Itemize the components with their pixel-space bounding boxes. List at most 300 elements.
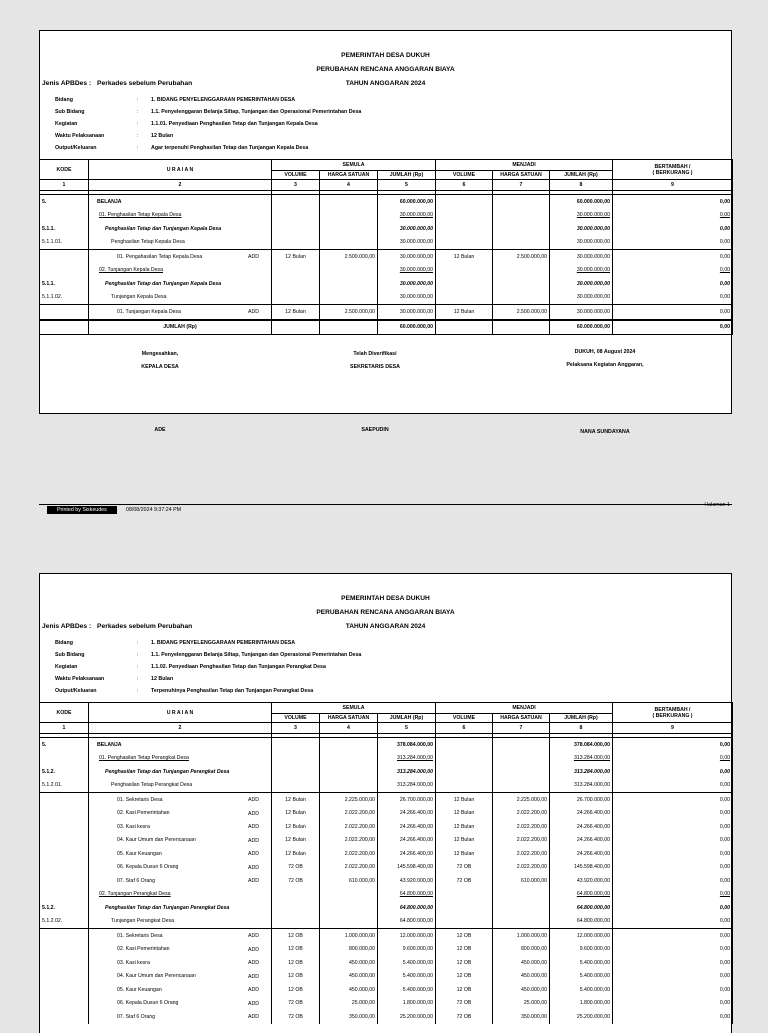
- cell-semula-harga: [320, 765, 378, 779]
- cell-kode: [40, 305, 89, 320]
- uraian-text: 06. Kepala Dusun 6 Orang: [117, 864, 179, 871]
- cell-kode: 5.1.1.: [40, 222, 89, 236]
- uraian-text: 02. Kasi Pemerintahan: [117, 810, 170, 817]
- jenis-apbdes-label: Jenis APBDes :: [42, 80, 92, 87]
- cell-uraian: [89, 970, 272, 984]
- uraian-text: 03. Kasi kesra: [117, 959, 150, 966]
- cell-uraian: [89, 250, 272, 264]
- uraian-text: 01. Pengahasilan Tetap Kepala Desa: [117, 253, 203, 260]
- cell-semula-jumlah: 30.000.000,00: [378, 291, 436, 305]
- cell-semula-volume: 12 Bulan: [272, 305, 320, 320]
- cell-bertambah: 0,00: [613, 807, 733, 821]
- table-row: [40, 277, 733, 291]
- cell-semula-harga: 450.000,00: [320, 956, 378, 970]
- col-kode: KODE: [40, 160, 89, 180]
- cell-menjadi-jumlah: 24.266.400,00: [550, 834, 613, 848]
- cell-semula-volume: 12 OB: [272, 983, 320, 997]
- column-number: 6: [436, 723, 493, 734]
- cell-kode: 5.1.1.: [40, 277, 89, 291]
- cell-semula-volume: [272, 888, 320, 902]
- table-row: [40, 250, 733, 264]
- uraian-text: 02. Kasi Pemerintahan: [117, 946, 170, 953]
- column-number: 3: [272, 723, 320, 734]
- cell-semula-volume: [272, 222, 320, 236]
- cell-menjadi-jumlah: 313.284.000,00: [550, 752, 613, 766]
- table-row: [40, 222, 733, 236]
- uraian-text: Tunjangan Kepala Desa: [111, 294, 167, 301]
- cell-semula-harga: 1.000.000,00: [320, 929, 378, 943]
- cell-bertambah: 0,00: [613, 888, 733, 902]
- header-line-3: TAHUN ANGGARAN 2024: [345, 80, 426, 87]
- cell-uraian: [89, 752, 272, 766]
- cell-kode: [40, 929, 89, 943]
- source-fund: ADD: [248, 797, 259, 803]
- info-label: Output/Keluaran: [55, 688, 97, 695]
- column-number: 4: [320, 723, 378, 734]
- cell-bertambah: 0,00: [613, 834, 733, 848]
- cell-semula-jumlah: 64.800.000,00: [378, 888, 436, 902]
- cell-semula-harga: [320, 291, 378, 305]
- info-value: 1.1. Penyelenggaran Belanja Siltap, Tunjangan dan Operasional Pemerintahan Desa: [151, 652, 362, 659]
- column-number: 4: [320, 180, 378, 191]
- column-number: 1: [40, 723, 89, 734]
- uraian-text: Tunjangan Perangkat Desa: [111, 918, 174, 925]
- cell-bertambah: 0,00: [613, 236, 733, 250]
- header-line-2: PERUBAHAN RENCANA ANGGARAN BIAYA: [316, 66, 455, 73]
- cell-bertambah: 0,00: [613, 943, 733, 957]
- uraian-text: 07. Staf 6 Orang: [117, 877, 156, 884]
- cell-uraian: [89, 847, 272, 861]
- table-row: [40, 943, 733, 957]
- cell-bertambah: 0,00: [613, 901, 733, 915]
- cell-menjadi-harga: [493, 765, 550, 779]
- cell-menjadi-jumlah: 313.284.000,00: [550, 765, 613, 779]
- cell-semula-volume: [272, 738, 320, 752]
- cell-menjadi-jumlah: 1.800.000,00: [550, 997, 613, 1011]
- cell-kode: 5.1.1.02.: [40, 291, 89, 305]
- uraian-text: 05. Kaur Keuangan: [117, 986, 162, 993]
- uraian-text: 07. Staf 6 Orang: [117, 1013, 156, 1020]
- uraian-text: 02. Tunjangan Perangkat Desa: [99, 891, 171, 898]
- source-fund: ADD: [248, 960, 259, 966]
- cell-menjadi-volume: [436, 915, 493, 929]
- col-harga: HARGA SATUAN: [320, 714, 378, 723]
- cell-menjadi-volume: 72 OB: [436, 997, 493, 1011]
- table-row: [40, 305, 733, 320]
- info-value: 1.1.02. Penyediaan Penghasilan Tetap dan Tunjangan Perangkat Desa: [151, 664, 326, 671]
- cell-bertambah: 0,00: [613, 874, 733, 888]
- cell-menjadi-jumlah: 64.800.000,00: [550, 915, 613, 929]
- cell-menjadi-volume: 12 OB: [436, 943, 493, 957]
- cell-kode: 5.1.2.02.: [40, 915, 89, 929]
- cell-semula-jumlah: 30.000.000,00: [378, 264, 436, 278]
- cell-semula-volume: [272, 901, 320, 915]
- cell-menjadi-harga: [493, 277, 550, 291]
- cell-menjadi-volume: [436, 222, 493, 236]
- info-value: Agar terpenuhi Penghasilan Tetap dan Tunjangan Kepala Desa: [151, 145, 309, 152]
- col-harga: HARGA SATUAN: [493, 171, 550, 180]
- cell-menjadi-volume: 12 Bulan: [436, 793, 493, 807]
- cell-menjadi-volume: 12 Bulan: [436, 250, 493, 264]
- table-row: [40, 983, 733, 997]
- cell-semula-volume: 12 Bulan: [272, 793, 320, 807]
- cell-uraian: [89, 291, 272, 305]
- cell-kode: [40, 807, 89, 821]
- cell-semula-harga: 2.022.200,00: [320, 820, 378, 834]
- cell-menjadi-harga: [493, 222, 550, 236]
- jenis-apbdes-label: Jenis APBDes :: [42, 623, 92, 630]
- cell-semula-jumlah: 64.800.000,00: [378, 901, 436, 915]
- cell-menjadi-volume: 12 OB: [436, 983, 493, 997]
- cell-semula-volume: [272, 765, 320, 779]
- column-number: 7: [493, 723, 550, 734]
- col-menjadi: MENJADI: [436, 160, 613, 171]
- col-semula: SEMULA: [272, 160, 436, 171]
- cell-menjadi-jumlah: 60.000.000,00: [550, 195, 613, 209]
- header-line-3: TAHUN ANGGARAN 2024: [345, 623, 426, 630]
- cell-semula-jumlah: 43.920.000,00: [378, 874, 436, 888]
- cell-menjadi-jumlah: 43.920.000,00: [550, 874, 613, 888]
- cell-semula-volume: 12 Bulan: [272, 820, 320, 834]
- cell-menjadi-harga: [493, 752, 550, 766]
- info-row: [55, 661, 361, 673]
- cell-menjadi-jumlah: 24.266.400,00: [550, 847, 613, 861]
- cell-menjadi-volume: 12 OB: [436, 929, 493, 943]
- cell-semula-harga: [320, 195, 378, 209]
- info-row: [55, 685, 361, 697]
- cell-semula-jumlah: 25.200.000,00: [378, 1010, 436, 1024]
- cell-semula-harga: [320, 209, 378, 223]
- info-row: [55, 142, 361, 154]
- cell-semula-harga: 2.022.200,00: [320, 807, 378, 821]
- col-bertambah-line1: BERTAMBAH /: [654, 163, 691, 170]
- total-bertambah: 0,00: [613, 320, 733, 335]
- cell-uraian: [89, 222, 272, 236]
- cell-semula-harga: [320, 738, 378, 752]
- cell-semula-volume: [272, 277, 320, 291]
- cell-menjadi-harga: 2.500.000,00: [493, 305, 550, 320]
- cell-bertambah: 0,00: [613, 779, 733, 793]
- cell-bertambah: 0,00: [613, 847, 733, 861]
- source-fund: ADD: [248, 837, 259, 844]
- page-footer: [39, 502, 732, 513]
- info-label: Kegiatan: [55, 664, 78, 671]
- cell-bertambah: 0,00: [613, 956, 733, 970]
- cell-uraian: [89, 765, 272, 779]
- cell-menjadi-harga: 1.000.000,00: [493, 929, 550, 943]
- info-value: 1. BIDANG PENYELENGGARAAN PEMERINTAHAN DESA: [151, 97, 296, 103]
- col-bertambah: [613, 160, 733, 180]
- cell-uraian: [89, 820, 272, 834]
- column-number: 8: [550, 723, 613, 734]
- cell-uraian: [89, 861, 272, 875]
- info-value: Terpenuhinya Penghasilan Tetap dan Tunjangan Perangkat Desa: [151, 688, 314, 695]
- cell-uraian: [89, 209, 272, 223]
- cell-bertambah: 0,00: [613, 983, 733, 997]
- column-number: 6: [436, 180, 493, 191]
- cell-uraian: [89, 888, 272, 902]
- cell-menjadi-jumlah: 64.800.000,00: [550, 901, 613, 915]
- cell-menjadi-volume: 72 OB: [436, 861, 493, 875]
- col-bertambah-line1: BERTAMBAH /: [654, 706, 691, 713]
- cell-semula-jumlah: 313.284.000,00: [378, 752, 436, 766]
- table-row: [40, 861, 733, 875]
- cell-kode: [40, 250, 89, 264]
- uraian-text: Penghasilan Tetap dan Tunjangan Perangkat Desa: [105, 904, 230, 911]
- info-row: [55, 118, 361, 130]
- info-colon: :: [137, 688, 139, 695]
- column-number: 2: [89, 723, 272, 734]
- cell-semula-volume: 12 OB: [272, 943, 320, 957]
- cell-menjadi-harga: [493, 915, 550, 929]
- cell-semula-harga: [320, 236, 378, 250]
- cell-semula-volume: [272, 236, 320, 250]
- sign-right-date: DUKUH, 08 August 2024: [574, 349, 636, 355]
- budget-table: [39, 702, 733, 1024]
- table-row: [40, 765, 733, 779]
- cell-menjadi-harga: 25.000,00: [493, 997, 550, 1011]
- table-row: [40, 793, 733, 807]
- cell-semula-jumlah: 5.400.000,00: [378, 983, 436, 997]
- cell-semula-volume: [272, 752, 320, 766]
- table-row: [40, 195, 733, 209]
- cell-menjadi-jumlah: 30.000.000,00: [550, 236, 613, 250]
- cell-semula-jumlah: 64.800.000,00: [378, 915, 436, 929]
- cell-menjadi-volume: [436, 277, 493, 291]
- cell-bertambah: 0,00: [613, 861, 733, 875]
- column-number: 1: [40, 180, 89, 191]
- col-volume: VOLUME: [272, 714, 320, 723]
- col-uraian: U R A I A N: [89, 160, 272, 180]
- cell-bertambah: 0,00: [613, 793, 733, 807]
- cell-uraian: [89, 901, 272, 915]
- source-fund: ADD: [248, 1000, 259, 1007]
- cell-semula-jumlah: 30.000.000,00: [378, 222, 436, 236]
- cell-semula-jumlah: 24.266.400,00: [378, 847, 436, 861]
- info-row: [55, 637, 361, 649]
- sign-left-title1: Mengesahkan,: [141, 351, 179, 357]
- cell-menjadi-harga: [493, 264, 550, 278]
- uraian-text: 01. Sekretaris Desa: [117, 932, 163, 939]
- report-page-2: [39, 573, 732, 1033]
- cell-semula-volume: 72 OB: [272, 874, 320, 888]
- cell-menjadi-volume: [436, 901, 493, 915]
- cell-menjadi-harga: 350.000,00: [493, 1010, 550, 1024]
- header-line-1: PEMERINTAH DESA DUKUH: [341, 595, 430, 602]
- cell-kode: [40, 1010, 89, 1024]
- source-fund: ADD: [248, 309, 259, 315]
- source-fund: ADD: [248, 933, 259, 939]
- cell-semula-harga: 350.000,00: [320, 1010, 378, 1024]
- uraian-text: 02. Tunjangan Kepala Desa: [99, 267, 164, 274]
- uraian-text: Penghasilan Tetap dan Tunjangan Perangkat Desa: [105, 768, 230, 775]
- col-semula: SEMULA: [272, 703, 436, 714]
- cell-semula-volume: [272, 779, 320, 793]
- cell-menjadi-volume: [436, 264, 493, 278]
- cell-semula-jumlah: 30.000.000,00: [378, 277, 436, 291]
- cell-uraian: [89, 874, 272, 888]
- sign-right-title: Pelaksana Kegiatan Anggaran,: [566, 362, 644, 368]
- cell-menjadi-jumlah: 64.800.000,00: [550, 888, 613, 902]
- cell-menjadi-harga: 450.000,00: [493, 956, 550, 970]
- uraian-text: 04. Kaur Umum dan Perencanaan: [117, 837, 196, 844]
- info-label: Output/Keluaran: [55, 145, 97, 152]
- info-label: Waktu Pelaksanaan: [55, 133, 105, 140]
- cell-kode: [40, 820, 89, 834]
- cell-semula-harga: 2.225.000,00: [320, 793, 378, 807]
- cell-menjadi-jumlah: 25.200.000,00: [550, 1010, 613, 1024]
- col-menjadi: MENJADI: [436, 703, 613, 714]
- source-fund: ADD: [248, 973, 259, 980]
- source-fund: ADD: [248, 878, 259, 884]
- cell-bertambah: 0,00: [613, 264, 733, 278]
- cell-uraian: [89, 834, 272, 848]
- cell-semula-jumlah: 24.266.400,00: [378, 834, 436, 848]
- printed-by-label: Printed by Siskeudes: [47, 506, 117, 514]
- cell-menjadi-volume: 12 Bulan: [436, 820, 493, 834]
- cell-kode: [40, 793, 89, 807]
- uraian-text: Penghasilan Tetap Perangkat Desa: [111, 782, 193, 789]
- cell-uraian: [89, 956, 272, 970]
- col-uraian: U R A I A N: [89, 703, 272, 723]
- sign-left-title2: KEPALA DESA: [141, 364, 179, 370]
- cell-semula-volume: 12 OB: [272, 956, 320, 970]
- cell-kode: 5.1.2.: [40, 765, 89, 779]
- total-blank: [40, 320, 89, 335]
- table-row: [40, 264, 733, 278]
- cell-menjadi-volume: [436, 195, 493, 209]
- col-volume: VOLUME: [436, 714, 493, 723]
- cell-semula-harga: [320, 915, 378, 929]
- info-label: Kegiatan: [55, 121, 78, 128]
- info-colon: :: [137, 676, 139, 683]
- col-volume: VOLUME: [272, 171, 320, 180]
- header-row: [40, 160, 733, 171]
- cell-menjadi-jumlah: 9.600.000,00: [550, 943, 613, 957]
- cell-menjadi-volume: [436, 765, 493, 779]
- cell-semula-volume: [272, 195, 320, 209]
- table-row: [40, 874, 733, 888]
- cell-semula-harga: 2.500.000,00: [320, 305, 378, 320]
- cell-kode: [40, 888, 89, 902]
- cell-kode: 5.: [40, 738, 89, 752]
- cell-kode: [40, 943, 89, 957]
- cell-uraian: [89, 915, 272, 929]
- cell-uraian: [89, 997, 272, 1011]
- cell-uraian: [89, 195, 272, 209]
- cell-kode: [40, 874, 89, 888]
- cell-semula-jumlah: 145.598.400,00: [378, 861, 436, 875]
- header-line-1: PEMERINTAH DESA DUKUH: [341, 52, 430, 59]
- cell-semula-jumlah: 9.600.000,00: [378, 943, 436, 957]
- cell-menjadi-volume: 12 Bulan: [436, 834, 493, 848]
- info-colon: :: [137, 97, 139, 103]
- jenis-apbdes-value: Perkades sebelum Perubahan: [97, 623, 193, 630]
- cell-menjadi-harga: 610.000,00: [493, 874, 550, 888]
- sign-mid-title1: Telah Diverifikasi: [353, 351, 397, 357]
- source-fund: ADD: [248, 987, 259, 993]
- info-label: Bidang: [55, 640, 73, 646]
- cell-semula-volume: 12 Bulan: [272, 834, 320, 848]
- cell-menjadi-volume: 12 Bulan: [436, 847, 493, 861]
- cell-semula-volume: 12 Bulan: [272, 807, 320, 821]
- info-value: 1. BIDANG PENYELENGGARAAN PEMERINTAHAN DESA: [151, 640, 296, 646]
- cell-kode: [40, 752, 89, 766]
- cell-menjadi-volume: [436, 291, 493, 305]
- cell-semula-volume: 72 OB: [272, 861, 320, 875]
- sign-mid-title2: SEKRETARIS DESA: [350, 364, 400, 370]
- cell-bertambah: 0,00: [613, 1010, 733, 1024]
- cell-menjadi-jumlah: 24.266.400,00: [550, 820, 613, 834]
- cell-semula-harga: [320, 222, 378, 236]
- table-row: [40, 956, 733, 970]
- info-colon: :: [137, 133, 139, 140]
- report-page-1: [39, 30, 732, 435]
- cell-uraian: [89, 738, 272, 752]
- cell-semula-volume: 72 OB: [272, 1010, 320, 1024]
- cell-uraian: [89, 807, 272, 821]
- activity-info: [55, 637, 361, 697]
- page-number: Halaman 1: [704, 502, 730, 508]
- column-number: 7: [493, 180, 550, 191]
- table-row: [40, 901, 733, 915]
- uraian-text: 01. Penghasilan Tetap Perangkat Desa: [99, 755, 189, 762]
- uraian-text: 03. Kasi kesra: [117, 823, 150, 830]
- cell-semula-jumlah: 30.000.000,00: [378, 305, 436, 320]
- cell-bertambah: 0,00: [613, 738, 733, 752]
- cell-bertambah: 0,00: [613, 997, 733, 1011]
- cell-menjadi-volume: [436, 209, 493, 223]
- cell-menjadi-harga: 2.022.200,00: [493, 847, 550, 861]
- column-number: 9: [613, 723, 733, 734]
- info-colon: :: [137, 640, 139, 646]
- cell-menjadi-volume: 12 Bulan: [436, 807, 493, 821]
- sign-left-name: ADE: [154, 427, 166, 433]
- jenis-apbdes: [42, 623, 192, 630]
- cell-menjadi-jumlah: 24.266.400,00: [550, 807, 613, 821]
- cell-menjadi-volume: 72 OB: [436, 874, 493, 888]
- cell-semula-volume: [272, 915, 320, 929]
- info-label: Sub Bidang: [55, 109, 85, 116]
- cell-menjadi-harga: 800.000,00: [493, 943, 550, 957]
- cell-semula-harga: [320, 752, 378, 766]
- cell-menjadi-volume: 72 OB: [436, 1010, 493, 1024]
- cell-menjadi-harga: [493, 236, 550, 250]
- total-semula: 60.000.000,00: [378, 320, 436, 335]
- cell-uraian: [89, 305, 272, 320]
- cell-menjadi-jumlah: 30.000.000,00: [550, 277, 613, 291]
- col-jumlah: JUMLAH (Rp): [550, 171, 613, 180]
- cell-kode: [40, 970, 89, 984]
- table-row: [40, 209, 733, 223]
- cell-bertambah: 0,00: [613, 305, 733, 320]
- cell-semula-harga: 2.022.200,00: [320, 847, 378, 861]
- cell-semula-volume: 12 OB: [272, 970, 320, 984]
- cell-menjadi-jumlah: 378.084.000,00: [550, 738, 613, 752]
- budget-table: [39, 159, 733, 335]
- info-label: Waktu Pelaksanaan: [55, 676, 105, 683]
- cell-semula-jumlah: 26.700.000,00: [378, 793, 436, 807]
- cell-semula-jumlah: 12.000.000,00: [378, 929, 436, 943]
- cell-semula-harga: [320, 779, 378, 793]
- cell-uraian: [89, 236, 272, 250]
- cell-menjadi-jumlah: 30.000.000,00: [550, 305, 613, 320]
- cell-menjadi-harga: 2.022.200,00: [493, 834, 550, 848]
- cell-bertambah: 0,00: [613, 752, 733, 766]
- cell-uraian: [89, 983, 272, 997]
- cell-menjadi-volume: 12 OB: [436, 956, 493, 970]
- col-jumlah: JUMLAH (Rp): [550, 714, 613, 723]
